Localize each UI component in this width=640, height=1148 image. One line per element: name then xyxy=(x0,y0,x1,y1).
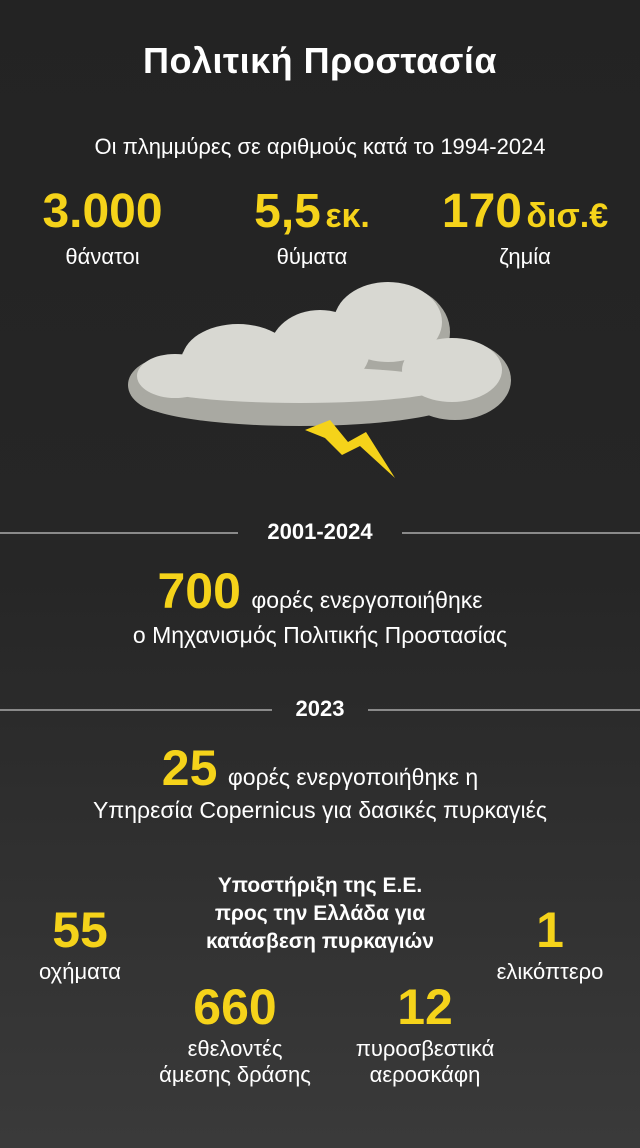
helicopter-label: ελικόπτερο xyxy=(496,959,604,984)
volunteers-value: 660 xyxy=(193,979,277,1035)
divider-left-2 xyxy=(0,709,272,711)
support-vehicles xyxy=(10,902,150,985)
support-heading xyxy=(160,872,480,956)
copernicus-text1: φορές ενεργοποιήθηκε η xyxy=(227,764,479,790)
support-aircraft xyxy=(325,979,525,1088)
aircraft-label-line1: πυροσβεστικά xyxy=(355,1036,495,1061)
copernicus-value: 25 xyxy=(161,740,218,796)
volunteers-label-line1: εθελοντές xyxy=(187,1036,283,1061)
stat-victims xyxy=(222,185,402,270)
stat-damage-label: ζημία xyxy=(499,244,551,269)
divider-right xyxy=(402,532,640,534)
period-2001-2024: 2001-2024 xyxy=(267,519,373,544)
copernicus-text2: Υπηρεσία Copernicus για δασικές πυρκαγιές xyxy=(93,797,547,823)
stat-deaths-label: θάνατοι xyxy=(65,244,140,269)
stat-damage-value: 170 xyxy=(441,185,522,238)
stat-victims-unit: εκ. xyxy=(325,197,370,235)
support-heading-line2: προς την Ελλάδα για xyxy=(214,902,426,925)
stat-victims-value: 5,5 xyxy=(254,185,321,238)
stat-deaths-value: 3.000 xyxy=(42,185,163,238)
vehicles-label: οχήματα xyxy=(39,959,121,984)
support-helicopter xyxy=(470,902,630,985)
stat-victims-label: θύματα xyxy=(276,244,348,269)
divider-right-2 xyxy=(368,709,640,711)
page-title: Πολιτική Προστασία xyxy=(143,40,497,81)
divider-left xyxy=(0,532,238,534)
volunteers-label-line2: άμεσης δράσης xyxy=(159,1062,311,1087)
vehicles-value: 55 xyxy=(52,902,108,958)
storm-cloud-icon xyxy=(120,280,520,485)
support-volunteers xyxy=(135,979,335,1088)
stat-damage xyxy=(420,185,630,270)
stat-deaths xyxy=(10,185,195,270)
aircraft-label-line2: αεροσκάφη xyxy=(369,1062,481,1087)
aircraft-value: 12 xyxy=(397,979,453,1035)
support-heading-line3: κατάσβεση πυρκαγιών xyxy=(206,930,434,953)
copernicus-activations xyxy=(0,740,640,796)
mechanism-text1: φορές ενεργοποιήθηκε xyxy=(251,587,483,613)
floods-heading: Οι πλημμύρες σε αριθμούς κατά το 1994-2024 xyxy=(94,134,546,159)
period-2023: 2023 xyxy=(295,696,345,721)
mechanism-activations xyxy=(0,563,640,619)
mechanism-value: 700 xyxy=(157,563,241,619)
support-heading-line1: Υποστήριξη της Ε.Ε. xyxy=(217,874,423,897)
mechanism-text2: ο Μηχανισμός Πολιτικής Προστασίας xyxy=(132,622,508,648)
helicopter-value: 1 xyxy=(536,902,564,958)
stat-damage-unit: δισ.€ xyxy=(526,197,609,235)
